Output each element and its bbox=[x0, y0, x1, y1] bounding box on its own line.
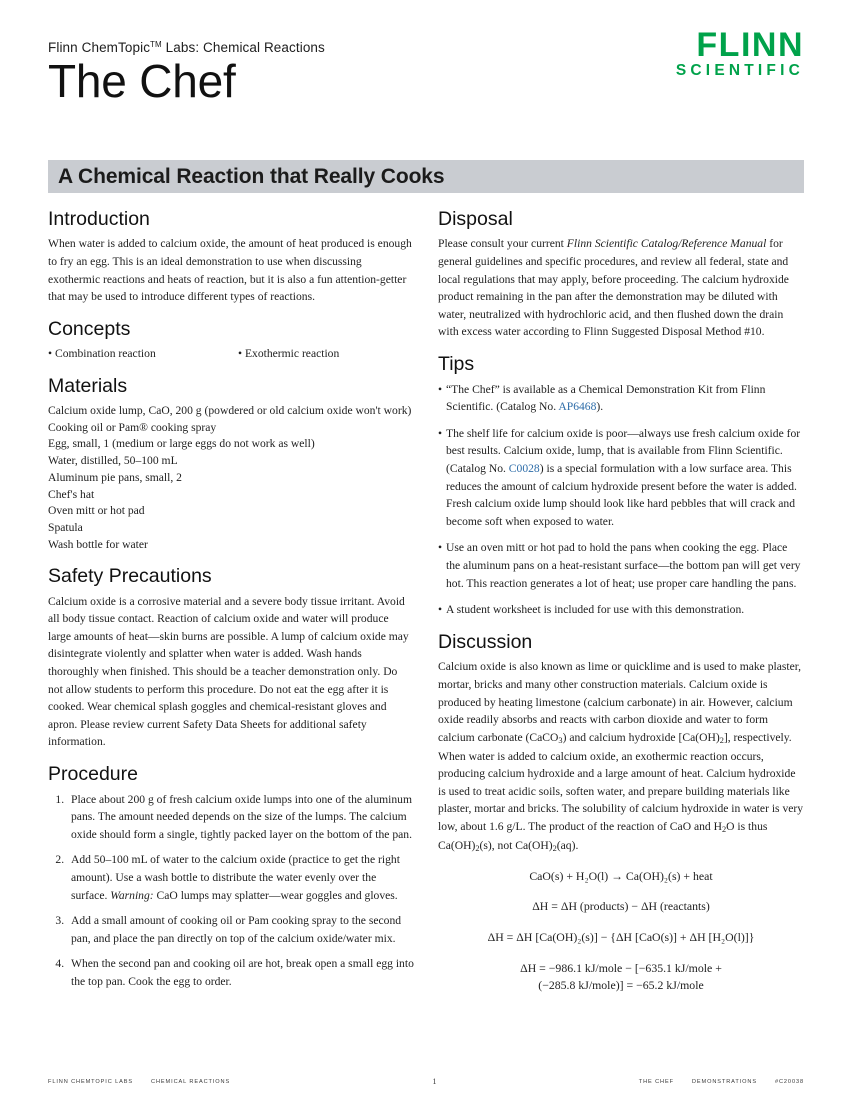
equations-block bbox=[438, 868, 804, 995]
materials-list bbox=[48, 402, 414, 553]
discussion-part-3: ], respectively. When water is added to calcium oxide, an exothermic reaction occurs, producing calcium hydroxide and a large amount of heat. Calcium hydroxide is used to treat acidic soils, soften water, and prepare building materials like plaster, mortar and bricks. The solubility of calcium hydroxide in water is very low, about 1.6 g/L. The product of the reaction of CaO and H bbox=[438, 730, 804, 833]
subscript-2: 2 bbox=[475, 843, 480, 853]
discussion-text bbox=[438, 658, 804, 855]
discussion-part-2: ) and calcium hydroxide [Ca(OH) bbox=[562, 730, 720, 744]
concepts-list bbox=[48, 345, 414, 362]
tip-text-after: ). bbox=[596, 400, 604, 414]
footer-left bbox=[48, 1079, 230, 1085]
subtitle-banner bbox=[48, 160, 804, 193]
discussion-part-1: Calcium oxide is also known as lime or quicklime and is used to make plaster, mortar, bricks and many other construction materials. Calcium oxide is produced by heating limestone (calcium carbonate) in air. However, calcium oxide readily absorbs and reacts with carbon dioxide and water to form calcium carbonate (CaCO bbox=[438, 660, 802, 744]
tip-item bbox=[438, 601, 804, 619]
right-column bbox=[438, 207, 804, 999]
material-item: Cooking oil or Pam® cooking spray bbox=[48, 420, 217, 434]
procedure-step: 2. Add 50–100 mL of water to the calcium oxide (practice to get the right amount). Use a wash bottle to distribute the water evenly over the surface. Warning: CaO lumps may splatter—wear goggles and gloves. bbox=[67, 851, 414, 904]
footer-series-label: FLINN CHEMTOPIC LABS bbox=[48, 1078, 134, 1085]
catalog-manual-title: Flinn Scientific Catalog/Reference Manual bbox=[566, 237, 767, 251]
subscript-2: 2 bbox=[552, 843, 557, 853]
material-item: Water, distilled, 50–100 mL bbox=[48, 454, 178, 468]
page-title: The Chef bbox=[48, 55, 236, 107]
equation-numeric-line-2: (−285.8 kJ/mole)] = −65.2 kJ/mole bbox=[538, 978, 704, 993]
subscript-3: 3 bbox=[558, 735, 563, 745]
heading-procedure: Procedure bbox=[48, 763, 138, 786]
concept-item: • Exothermic reaction bbox=[238, 347, 340, 361]
safety-precautions-text: Calcium oxide is a corrosive material and a severe body tissue irritant. Avoid all body tissue contact. Reaction of calcium oxide and water will produce large amounts of heat—skin burns are possible. A lump of calcium oxide may disintegrate violently and splatter when water is added. Wash hands thoroughly when finished. This should be a teacher demonstration only. Do not allow students to perform this procedure. Do not eat the egg after it is cooked. Wear chemical splash goggles and chemical-resistant gloves and apron. Please review current Safety Data Sheets for additional safety information. bbox=[48, 594, 409, 749]
subtitle-text: A Chemical Reaction that Really Cooks bbox=[58, 164, 445, 188]
tips-list bbox=[438, 381, 804, 619]
left-column bbox=[48, 207, 414, 999]
catalog-number-link[interactable]: AP6468 bbox=[558, 400, 597, 414]
material-item: Chef's hat bbox=[48, 487, 95, 501]
tip-item bbox=[438, 425, 804, 531]
series-name: Flinn ChemTopic bbox=[48, 40, 151, 55]
footer-page-number: 1 bbox=[432, 1077, 437, 1086]
heading-safety-precautions: Safety Precautions bbox=[48, 565, 212, 588]
footer-category-label: DEMONSTRATIONS bbox=[691, 1078, 757, 1085]
content-columns bbox=[0, 193, 850, 999]
disposal-text-after: for general guidelines and specific procedures, and review all federal, state and local regulations that may apply, before proceeding. The calcium hydroxide product remaining in the pan after the demonstration may be diluted with water, neutralized with hydrochloric acid, and then flushed down the drain with excess water according to Flinn Suggested Disposal Method #10. bbox=[438, 237, 789, 339]
heading-disposal: Disposal bbox=[438, 208, 513, 230]
tip-text-before: Use an oven mitt or hot pad to hold the pans when cooking the egg. Place the aluminum pans on a heat-resistant surface—the bottom pan will get very hot. This reaction generates a lot of heat; use proper care handling the pans. bbox=[446, 541, 801, 590]
series-topic: Labs: Chemical Reactions bbox=[161, 40, 325, 55]
material-item: Oven mitt or hot pad bbox=[48, 504, 145, 518]
procedure-step: 3. Add a small amount of cooking oil or Pam cooking spray to the second pan, and place the pan directly on top of the calcium oxide/water mix. bbox=[67, 912, 414, 947]
catalog-number-link[interactable]: C0028 bbox=[508, 461, 540, 475]
masthead bbox=[0, 0, 850, 150]
procedure-step: 1. Place about 200 g of fresh calcium oxide lumps into one of the aluminum pans. The amount needed depends on the size of the lumps. The calcium oxide should form a single, tightly packed layer on the bottom of the pan. bbox=[67, 791, 414, 844]
page-footer bbox=[48, 1077, 804, 1086]
concept-item: • Combination reaction bbox=[48, 347, 156, 361]
procedure-list bbox=[48, 791, 414, 991]
logo-subbrand-text: SCIENTIFIC bbox=[675, 62, 804, 79]
discussion-part-5: (s), not Ca(OH) bbox=[479, 838, 553, 852]
equation-enthalpy-numeric bbox=[438, 960, 804, 995]
logo-brand-text: FLINN bbox=[696, 26, 804, 64]
heading-introduction: Introduction bbox=[48, 208, 150, 230]
equation-enthalpy-expanded: ΔH = ΔH [Ca(OH)₂(s)] − {ΔH [CaO(s)] + ΔH [H₂O(l)]} bbox=[487, 929, 755, 944]
flinn-scientific-logo bbox=[676, 28, 804, 79]
heading-materials: Materials bbox=[48, 374, 128, 397]
disposal-text bbox=[438, 235, 804, 341]
material-item: Aluminum pie pans, small, 2 bbox=[48, 470, 182, 484]
tip-text-before: The shelf life for calcium oxide is poor—always use fresh calcium oxide for best results. Calcium oxide, lump, that is available from Flinn Scientific. (Catalog No. bbox=[446, 426, 801, 475]
material-item: Calcium oxide lump, CaO, 200 g (powdered or old calcium oxide won't work) bbox=[48, 403, 412, 417]
equation-enthalpy-general: ΔH = ΔH (products) − ΔH (reactants) bbox=[532, 899, 710, 914]
tip-text-before: “The Chef” is available as a Chemical Demonstration Kit from Flinn Scientific. (Catalog No. bbox=[446, 382, 766, 414]
subscript-2: 2 bbox=[719, 735, 724, 745]
tip-text-before: A student worksheet is included for use with this demonstration. bbox=[446, 603, 745, 617]
material-item: Spatula bbox=[48, 521, 83, 535]
footer-catalog-code: #C20038 bbox=[774, 1078, 804, 1085]
subscript-2: 2 bbox=[721, 825, 727, 835]
introduction-text: When water is added to calcium oxide, the amount of heat produced is enough to fry an egg. This is an ideal demonstration to use when discussing exothermic reactions and heats of reaction, but it is also a fun attention-getter that may be used to introduce different types of reactions. bbox=[48, 237, 412, 304]
discussion-part-6: (aq). bbox=[556, 838, 579, 852]
footer-title-label: THE CHEF bbox=[638, 1078, 674, 1085]
tip-text-after: ) is a special formulation with a low surface area. This reduces the amount of calcium hydroxide present before the water is added. Fresh calcium oxide lump should look like hard pebbles that will crack and become soft when exposed to water. bbox=[446, 461, 797, 528]
equation-reaction: CaO(s) + H₂O(l) → Ca(OH)₂(s) + heat bbox=[529, 868, 713, 883]
heading-tips: Tips bbox=[438, 353, 475, 376]
heading-concepts: Concepts bbox=[48, 317, 131, 340]
footer-right bbox=[639, 1079, 804, 1085]
trademark-symbol: TM bbox=[150, 40, 162, 49]
tip-item bbox=[438, 381, 804, 416]
heading-discussion: Discussion bbox=[438, 630, 533, 653]
equation-numeric-line-1: ΔH = −986.1 kJ/mole − [−635.1 kJ/mole + bbox=[520, 960, 722, 975]
warning-label: Warning: bbox=[110, 888, 154, 902]
material-item: Wash bottle for water bbox=[48, 537, 148, 551]
footer-topic-label: CHEMICAL REACTIONS bbox=[151, 1078, 231, 1085]
disposal-text-before: Please consult your current bbox=[438, 237, 567, 251]
procedure-step: 4. When the second pan and cooking oil are hot, break open a small egg into the top pan. Cook the egg to order. bbox=[67, 955, 414, 990]
material-item: Egg, small, 1 (medium or large eggs do not work as well) bbox=[48, 437, 315, 451]
discussion-part-4: O is thus Ca(OH) bbox=[438, 819, 768, 852]
tip-item bbox=[438, 539, 804, 592]
